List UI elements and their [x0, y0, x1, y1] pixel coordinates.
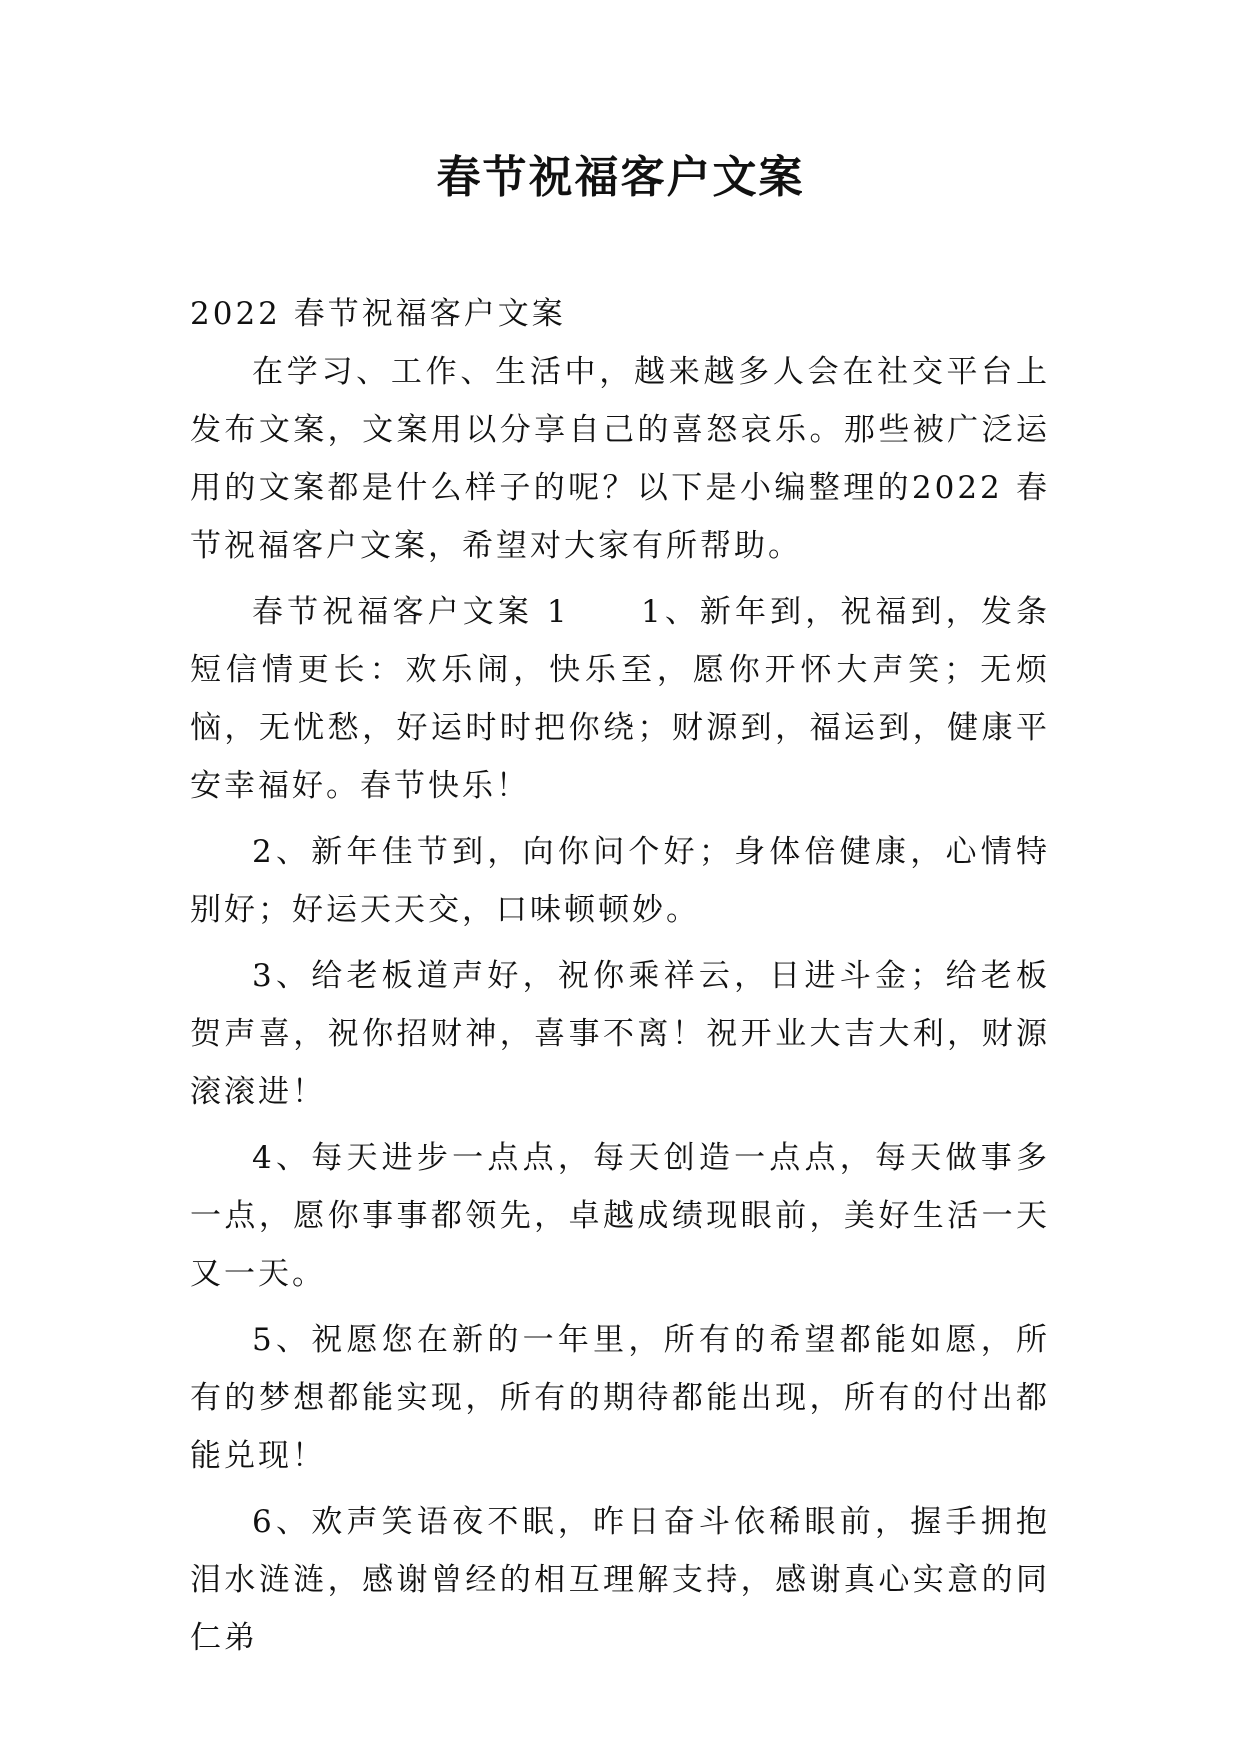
paragraph-greeting-2: 2、新年佳节到，向你问个好；身体倍健康，心情特别好；好运天天交，口味顿顿妙。 — [190, 834, 1050, 928]
paragraph-intro: 在学习、工作、生活中，越来越多人会在社交平台上发布文案，文案用以分享自己的喜怒哀乐。那些被广泛运用的文案都是什么样子的呢？以下是小编整理的2022 春节祝福客户文案，希望对大家有所帮助。 — [190, 354, 1050, 564]
paragraph-greeting-4: 4、每天进步一点点，每天创造一点点，每天做事多一点，愿你事事都领先，卓越成绩现眼前，美好生活一天又一天。 — [190, 1140, 1050, 1292]
paragraph-greeting-3: 3、给老板道声好，祝你乘祥云，日进斗金；给老板贺声喜，祝你招财神，喜事不离！祝开业大吉大利，财源滚滚进！ — [190, 958, 1050, 1110]
paragraph-greeting-5: 5、祝愿您在新的一年里，所有的希望都能如愿，所有的梦想都能实现，所有的期待都能出现，所有的付出都能兑现！ — [190, 1322, 1050, 1474]
document-title: 春节祝福客户文案 — [436, 152, 805, 203]
document-subtitle: 2022 春节祝福客户文案 — [190, 296, 566, 332]
document-body — [190, 285, 1050, 1667]
paragraph-greeting-6: 6、欢声笑语夜不眠，昨日奋斗依稀眼前，握手拥抱泪水涟涟，感谢曾经的相互理解支持，感谢真心实意的同仁弟 — [190, 1504, 1050, 1656]
paragraph-greeting-1: 春节祝福客户文案 1 1、新年到，祝福到，发条短信情更长：欢乐闹，快乐至，愿你开怀大声笑；无烦恼，无忧愁，好运时时把你绕；财源到，福运到，健康平安幸福好。春节快乐！ — [190, 594, 1050, 804]
